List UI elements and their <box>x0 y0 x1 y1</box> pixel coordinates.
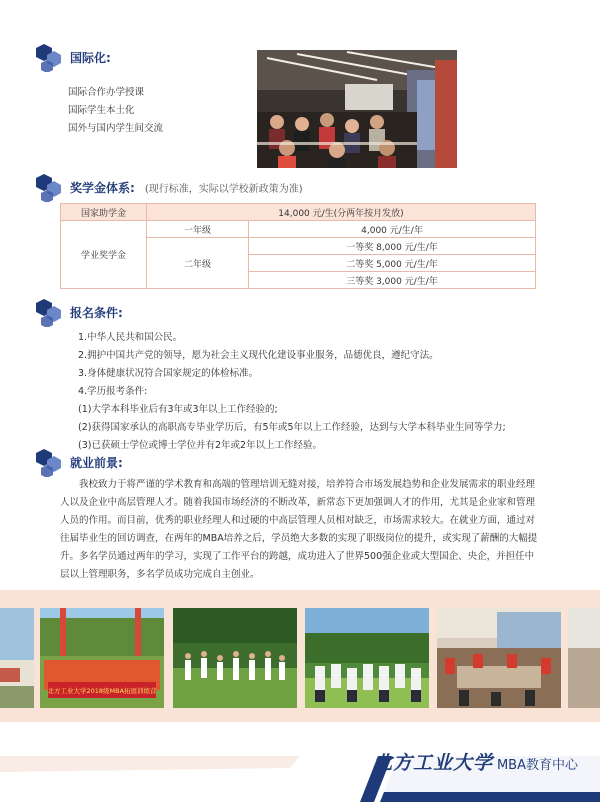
international-list <box>68 84 163 138</box>
group-game-photo <box>305 608 429 708</box>
section-title: 就业前景: <box>70 455 123 470</box>
team-photo <box>40 608 164 708</box>
year2-label: 二年级 <box>147 238 249 289</box>
section-title: 报名条件: <box>70 305 123 320</box>
list-item: 国际学生本土化 <box>68 105 135 116</box>
academic-label: 学业奖学金 <box>61 221 147 289</box>
center-name: MBA教育中心 <box>496 758 578 773</box>
campus-photo <box>0 608 34 708</box>
outdoor-activity-photo <box>173 608 297 708</box>
requirements-list <box>78 329 506 455</box>
section-career-header <box>34 447 123 477</box>
section-international-header <box>34 42 111 72</box>
year2-value: 三等奖 3,000 元/生/年 <box>249 272 536 289</box>
list-item: (1)大学本科毕业后有3年或3年以上工作经验的; <box>78 404 278 415</box>
list-item: 1.中华人民共和国公民。 <box>78 332 183 343</box>
hexagon-icon <box>34 447 64 477</box>
year1-value: 4,000 元/生/年 <box>249 221 536 238</box>
list-item: (3)已获硕士学位或博士学位并有2年或2年以上工作经验。 <box>78 440 323 451</box>
list-item: 3.身体健康状况符合国家规定的体检标准。 <box>78 368 259 379</box>
section-title: 奖学金体系: <box>70 180 135 195</box>
list-item: 国际合作办学授课 <box>68 87 145 98</box>
hexagon-icon <box>34 42 64 72</box>
scholarship-note: (现行标准，实际以学校新政策为准) <box>144 183 303 195</box>
edge-photo <box>568 608 600 708</box>
section-scholarship-header <box>34 172 303 202</box>
year2-value: 一等奖 8,000 元/生/年 <box>249 238 536 255</box>
section-title: 国际化: <box>70 50 111 65</box>
banner-text: 北方工业大学2018级MBA拓展训练营 <box>47 687 157 695</box>
hexagon-icon <box>34 172 64 202</box>
list-item: 2.拥护中国共产党的领导，愿为社会主义现代化建设事业服务，品德优良，遵纪守法。 <box>78 350 439 361</box>
list-item: 国外与国内学生间交流 <box>68 123 164 134</box>
footer-brand <box>373 748 578 775</box>
table-row <box>61 221 536 238</box>
list-item: 4.学历报考条件: <box>78 386 148 397</box>
meeting-photo <box>437 608 561 708</box>
grant-label: 国家助学金 <box>61 204 147 221</box>
hexagon-icon <box>34 297 64 327</box>
career-paragraph: 我校致力于将严谨的学术教育和高端的管理培训无缝对接，培养符合市场发展趋势和企业发展需求的职业经理人以及企业中高层管理人才。随着我国市场经济的不断改革，新常态下更加强调人才的作用，尤其是企业家和管理人员的作用。而目前，优秀的职业经理人和过硬的中高层管理人员相对缺乏，市场需求较大。在就业方面，通过对往届毕业生的回访调查，在两年的MBA培养之后，学员绝大多数的实现了职级岗位的提升，或实现了薪酬的大幅提升。多名学员通过两年的学习，实现了工作平台的跨越，成功进入了世界500强企业或大型国企、央企，并担任中层以上管理职务，多名学员成功完成自主创业。 <box>60 479 538 580</box>
year1-label: 一年级 <box>147 221 249 238</box>
scholarship-table <box>60 203 536 289</box>
school-name: 北方工业大学 <box>372 752 493 774</box>
year2-value: 二等奖 5,000 元/生/年 <box>249 255 536 272</box>
classroom-photo <box>257 50 457 168</box>
list-item: (2)获得国家承认的高职高专毕业学历后，有5年或5年以上工作经验，达到与大学本科毕业生同等学力; <box>78 422 506 433</box>
section-requirements-header <box>34 297 123 327</box>
table-row <box>61 204 536 221</box>
grant-value: 14,000 元/生(分两年按月发放) <box>147 204 536 221</box>
